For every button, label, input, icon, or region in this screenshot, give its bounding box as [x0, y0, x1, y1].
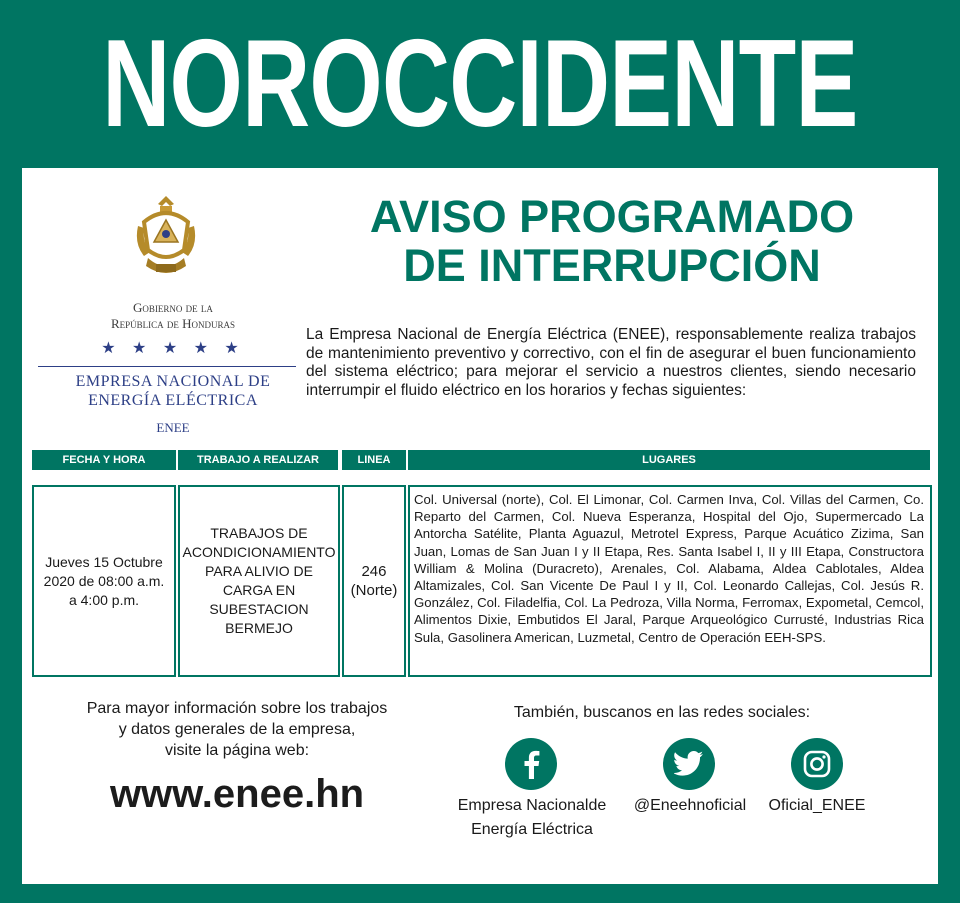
enee-abbreviation: ENEE	[156, 420, 190, 435]
logo-divider	[38, 366, 296, 367]
cell-work	[178, 485, 340, 677]
header-banner	[0, 0, 960, 168]
column-header-places: LUGARES	[408, 450, 930, 470]
more-info-text	[72, 698, 402, 761]
cell-line	[342, 485, 406, 677]
instagram-label[interactable]: Oficial_ENEE	[768, 797, 866, 814]
work-text: TRABAJOS DE ACONDICIONAMIENTO PARA ALIVIO DE CARGA EN SUBESTACION BERMEJO	[182, 525, 336, 636]
cell-places	[408, 485, 932, 677]
enee-line-1: EMPRESA NACIONAL DE	[75, 373, 271, 390]
website-link[interactable]: www.enee.hn	[109, 772, 365, 816]
enee-line-2: ENERGÍA ELÉCTRICA	[88, 392, 258, 409]
column-header-line: LINEA	[342, 450, 406, 470]
stars-row: ★ ★ ★ ★ ★	[101, 340, 245, 357]
gov-line-1: Gobierno de la	[133, 300, 213, 315]
date-text: Jueves 15 Octubre 2020 de 08:00 a.m. a 4:00 p.m.	[43, 553, 165, 608]
instagram-glyph	[803, 750, 831, 778]
column-header-date: FECHA Y HORA	[32, 450, 176, 470]
heading-line-1: AVISO PROGRAMADO	[369, 191, 855, 242]
notice-heading	[312, 192, 912, 290]
twitter-label[interactable]: @Eneehnoficial	[633, 797, 747, 814]
social-title: También, buscanos en las redes sociales:	[513, 704, 811, 721]
gov-line-2: República de Honduras	[110, 316, 236, 331]
enee-logo-block	[32, 190, 302, 435]
cell-date	[32, 485, 176, 677]
facebook-label[interactable]: Empresa Nacionalde Energía Eléctrica	[457, 797, 607, 838]
intro-paragraph: La Empresa Nacional de Energía Eléctrica (ENEE), responsablemente realiza trabajos de mantenimiento preventivo y correctivo, con el fin de asegurar el buen funcionamiento del sistema eléctrico; para mejorar el servicio a nuestros clientes, siendo necesario interrumpir el fluido eléctrico en los horarios y fechas siguientes:	[306, 326, 916, 399]
twitter-glyph	[674, 751, 704, 777]
line-text: 246 (Norte)	[350, 563, 398, 599]
column-header-work: TRABAJO A REALIZAR	[178, 450, 338, 470]
enee-name	[32, 372, 314, 410]
twitter-icon[interactable]	[663, 738, 715, 790]
facebook-icon[interactable]	[505, 738, 557, 790]
government-text	[32, 300, 314, 332]
region-title: NOROCCIDENTE	[102, 15, 858, 153]
facebook-glyph	[518, 749, 544, 779]
more-info-body: Para mayor información sobre los trabajos y datos generales de la empresa, visite la página web:	[86, 700, 388, 759]
places-text: Col. Universal (norte), Col. El Limonar, Col. Carmen Inva, Col. Villas del Carmen, Co. Reparto del Carmen, Col. Nueva Esperanza, Hospital del Ojo, Supermercado La Antorcha Satélite, Planta Aguazul, Metrotel Express, Parque Acuático Zizima, San Juan, Lomas de San Juan I y II Etapa, Res. Santa Isabel I, II y III Etapa, Constructora William & Molina (Duracreto), Arenales, Col. Alabama, Aldea Cablotales, Aldea Altamizales, Col. San Vicente De Paul I y II, Col. Leonardo Callejas, Col. Jesús R. González, Col. Filadelfia, Col. La Pedroza, Villa Norma, Ferromax, Expometal, Cemcol, Alimentos Dixie, Embutidos El Jaral, Parque Arqueológico Currusté, Industrias Rica Sula, Gasolinera American, Luzmetal, Centro de Operación EEH-SPS.	[414, 492, 924, 645]
notice-panel	[22, 168, 938, 884]
heading-line-2: DE INTERRUPCIÓN	[403, 240, 821, 291]
honduras-coat-of-arms-icon	[134, 194, 198, 278]
instagram-icon[interactable]	[791, 738, 843, 790]
